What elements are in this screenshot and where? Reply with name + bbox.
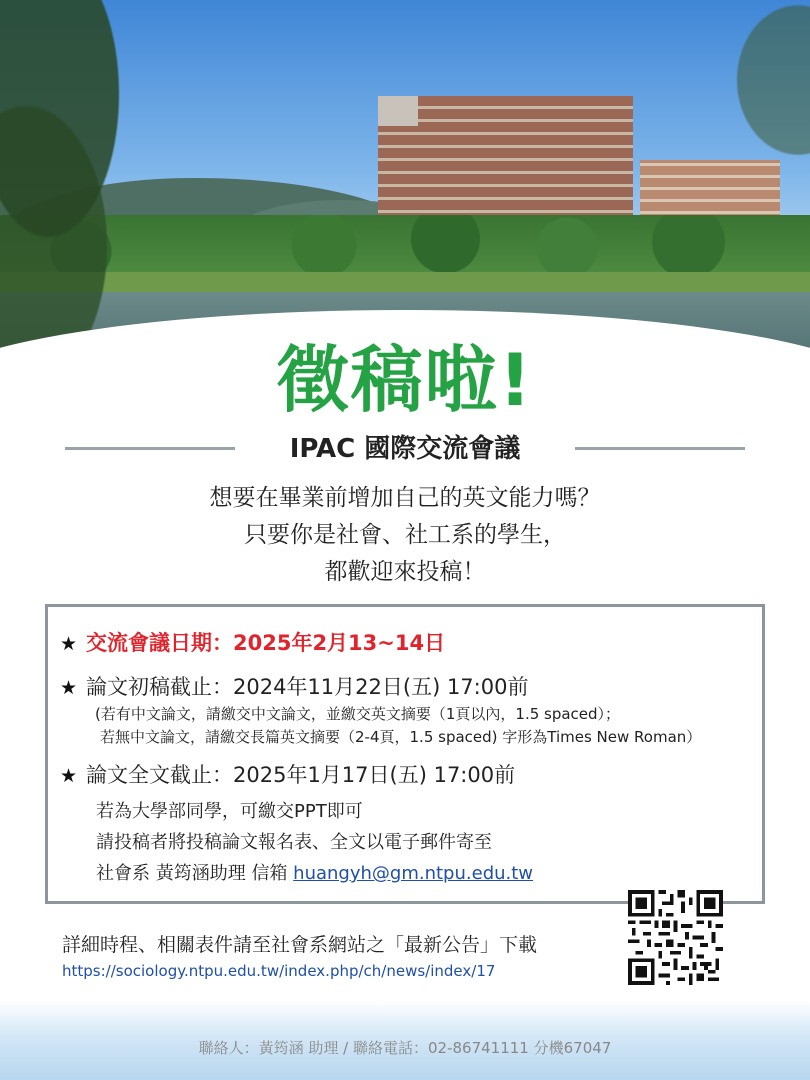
conference-title: IPAC 國際交流會議 <box>289 434 521 464</box>
website-link[interactable]: https://sociology.ntpu.edu.tw/index.php/ch/news/index/17 <box>62 962 496 980</box>
draft-note: 若無中文論文，請繳交長篇英文摘要（2-4頁，1.5 spaced) 字形為Times New Roman） <box>100 728 702 746</box>
star-icon: ★ <box>60 765 78 787</box>
intro-line: 想要在畢業前增加自己的英文能力嗎？ <box>209 485 601 511</box>
contact-info: 聯絡人：黃筠涵 助理 / 聯絡電話：02-86741111 分機67047 <box>198 1039 612 1057</box>
draft-deadline-item <box>60 671 528 701</box>
conference-date-item <box>60 627 445 657</box>
headline: 徵稿啦! <box>276 338 534 422</box>
full-deadline: 論文全文截止：2025年1月17日(五) 17:00前 <box>86 763 516 787</box>
campus-building-top <box>378 96 418 126</box>
star-icon: ★ <box>60 677 78 699</box>
full-deadline-item <box>60 759 515 789</box>
star-icon: ★ <box>60 633 78 655</box>
intro-line: 都歡迎來投稿！ <box>324 559 486 585</box>
qr-code-icon <box>628 890 723 985</box>
foliage <box>700 0 810 200</box>
intro-line: 只要你是社會、社工系的學生， <box>244 522 566 548</box>
full-note: 請投稿者將投稿論文報名表、全文以電子郵件寄至 <box>96 832 492 853</box>
email-prefix: 社會系 黃筠涵助理 信箱 <box>96 863 294 884</box>
info-box <box>45 604 765 904</box>
intro-text <box>0 480 810 591</box>
details-text: 詳細時程、相關表件請至社會系網站之「最新公告」下載 <box>62 934 538 956</box>
divider <box>575 447 745 450</box>
email-line <box>96 859 533 885</box>
conference-title-row <box>65 428 745 468</box>
draft-deadline: 論文初稿截止：2024年11月22日(五) 17:00前 <box>86 675 529 699</box>
full-note: 若為大學部同學，可繳交PPT即可 <box>96 801 363 822</box>
draft-note: (若有中文論文，請繳交中文論文，並繳交英文摘要（1頁以內，1.5 spaced）； <box>95 705 621 723</box>
email-link[interactable]: huangyh@gm.ntpu.edu.tw <box>293 863 534 884</box>
foliage <box>0 0 180 360</box>
conference-date: 交流會議日期：2025年2月13~14日 <box>86 631 446 655</box>
